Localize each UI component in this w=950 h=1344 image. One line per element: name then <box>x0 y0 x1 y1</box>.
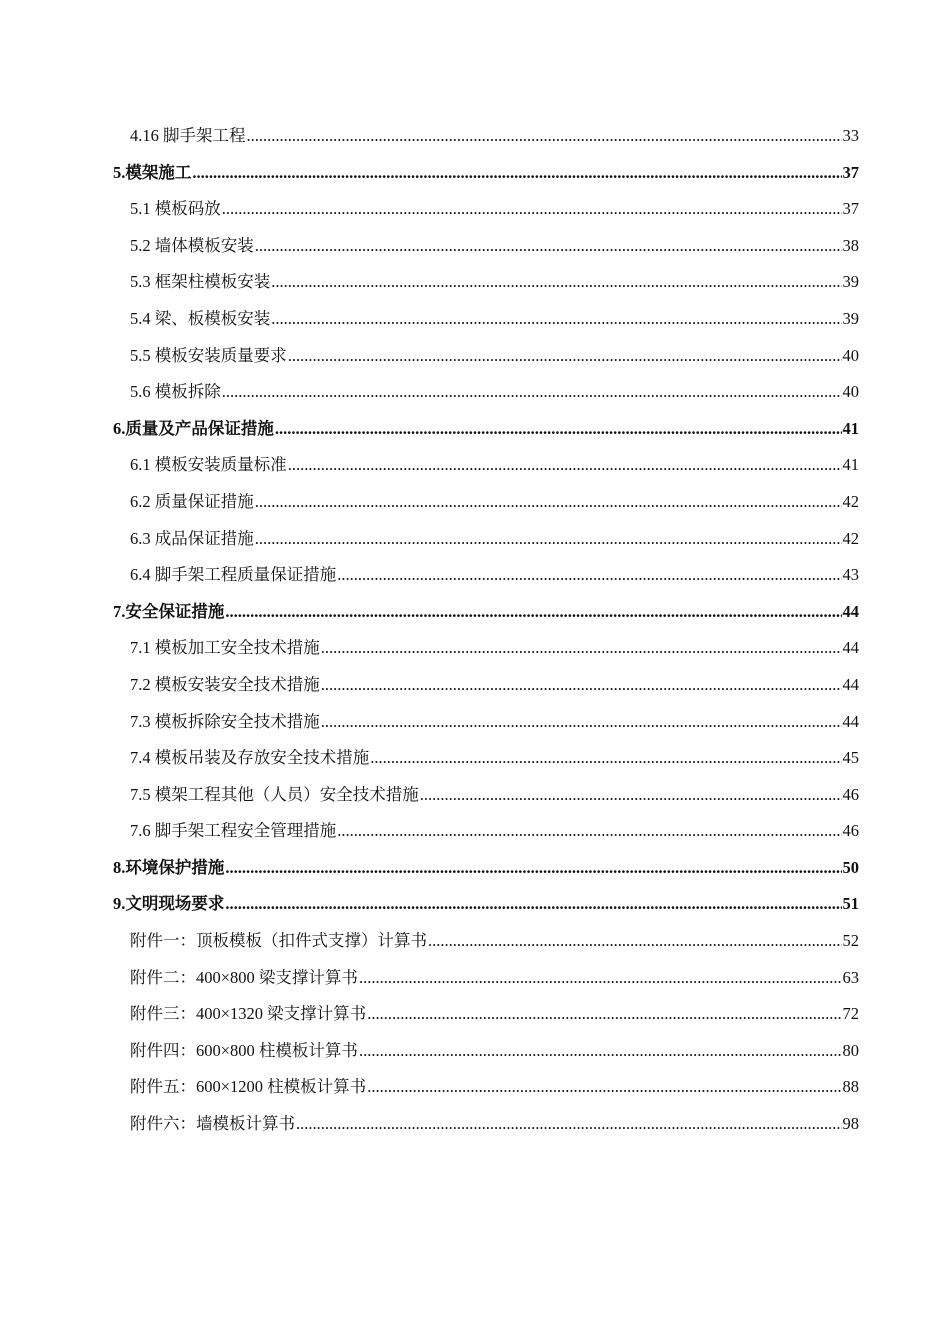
toc-page-number: 41 <box>842 455 859 475</box>
toc-page-number: 37 <box>842 199 859 219</box>
toc-page-number: 44 <box>842 711 859 731</box>
toc-dot-leader <box>367 996 841 1033</box>
toc-section-entry[interactable] <box>113 301 859 338</box>
toc-chapter-entry[interactable] <box>113 594 859 631</box>
toc-dot-leader <box>222 374 842 411</box>
toc-page-number: 44 <box>842 638 859 658</box>
toc-entry-title: 5.4 梁、板模板安装 <box>130 308 271 328</box>
toc-entry-title: 6.1 模板安装质量标准 <box>130 455 287 475</box>
toc-dot-leader <box>225 886 841 923</box>
toc-entry-title: 5.6 模板拆除 <box>130 382 221 402</box>
toc-entry-title: 7.3 模板拆除安全技术措施 <box>130 711 320 731</box>
toc-page-number: 37 <box>842 162 859 182</box>
toc-page-number: 51 <box>842 894 859 914</box>
toc-page-number: 40 <box>842 345 859 365</box>
toc-entry-title: 5.1 模板码放 <box>130 199 221 219</box>
toc-section-entry[interactable] <box>113 960 859 997</box>
toc-page-number: 88 <box>842 1077 859 1097</box>
toc-dot-leader <box>296 1106 842 1143</box>
toc-chapter-entry[interactable] <box>113 155 859 192</box>
toc-page-number: 98 <box>842 1114 859 1134</box>
toc-dot-leader <box>288 447 842 484</box>
toc-dot-leader <box>321 704 842 741</box>
toc-dot-leader <box>428 923 842 960</box>
toc-chapter-entry[interactable] <box>113 411 859 448</box>
toc-chapter-entry[interactable] <box>113 850 859 887</box>
toc-section-entry[interactable] <box>113 1106 859 1143</box>
toc-page-number: 40 <box>842 382 859 402</box>
toc-section-entry[interactable] <box>113 996 859 1033</box>
toc-page-number: 50 <box>842 857 859 877</box>
toc-page-number: 33 <box>842 126 859 145</box>
toc-dot-leader <box>367 1069 841 1106</box>
toc-entry-title: 6.质量及产品保证措施 <box>113 418 274 438</box>
toc-section-entry[interactable] <box>113 447 859 484</box>
toc-page-number: 72 <box>842 1004 859 1024</box>
toc-page-number: 42 <box>842 528 859 548</box>
toc-dot-leader <box>255 521 842 558</box>
toc-section-entry[interactable] <box>113 264 859 301</box>
toc-section-entry[interactable] <box>113 1033 859 1070</box>
toc-entry-title: 9.文明现场要求 <box>113 894 225 914</box>
toc-dot-leader <box>321 667 842 704</box>
toc-section-entry[interactable] <box>113 630 859 667</box>
toc-dot-leader <box>337 813 841 850</box>
toc-page-number: 42 <box>842 491 859 511</box>
toc-entry-title: 附件六：墙模板计算书 <box>130 1114 295 1134</box>
toc-page-number: 38 <box>842 235 859 255</box>
toc-page-number: 39 <box>842 272 859 292</box>
toc-chapter-entry[interactable] <box>113 886 859 923</box>
toc-entry-title: 5.3 框架柱模板安装 <box>130 272 271 292</box>
toc-section-entry[interactable] <box>113 557 859 594</box>
table-of-contents <box>113 118 859 1143</box>
toc-dot-leader <box>370 740 841 777</box>
toc-section-entry[interactable] <box>113 777 859 814</box>
toc-section-entry[interactable] <box>113 484 859 521</box>
toc-dot-leader <box>247 118 842 155</box>
toc-dot-leader <box>255 228 842 265</box>
toc-page-number: 45 <box>842 748 859 768</box>
toc-section-entry[interactable] <box>113 228 859 265</box>
toc-section-entry[interactable] <box>113 191 859 228</box>
toc-section-entry[interactable] <box>113 704 859 741</box>
toc-entry-title: 附件三：400×1320 梁支撑计算书 <box>130 1004 367 1024</box>
toc-section-entry[interactable] <box>113 118 859 155</box>
toc-section-entry[interactable] <box>113 667 859 704</box>
toc-entry-title: 6.2 质量保证措施 <box>130 491 254 511</box>
toc-page-number: 63 <box>842 967 859 987</box>
toc-dot-leader <box>225 594 841 631</box>
toc-page-number: 44 <box>842 674 859 694</box>
toc-dot-leader <box>271 264 841 301</box>
toc-entry-title: 7.5 模架工程其他（人员）安全技术措施 <box>130 784 419 804</box>
toc-page-number: 46 <box>842 821 859 841</box>
toc-dot-leader <box>420 777 842 814</box>
toc-entry-title: 6.4 脚手架工程质量保证措施 <box>130 565 337 585</box>
toc-dot-leader <box>271 301 841 338</box>
toc-entry-title: 8.环境保护措施 <box>113 857 225 877</box>
toc-dot-leader <box>359 960 842 997</box>
toc-entry-title: 6.3 成品保证措施 <box>130 528 254 548</box>
toc-dot-leader <box>275 411 842 448</box>
toc-dot-leader <box>192 155 841 192</box>
toc-entry-title: 4.16 脚手架工程 <box>130 126 246 145</box>
toc-entry-title: 7.2 模板安装安全技术措施 <box>130 674 320 694</box>
toc-dot-leader <box>359 1033 842 1070</box>
toc-entry-title: 7.6 脚手架工程安全管理措施 <box>130 821 337 841</box>
toc-entry-title: 7.1 模板加工安全技术措施 <box>130 638 320 658</box>
toc-page-number: 80 <box>842 1040 859 1060</box>
toc-dot-leader <box>222 191 842 228</box>
toc-dot-leader <box>225 850 841 887</box>
toc-section-entry[interactable] <box>113 813 859 850</box>
toc-entry-title: 5.模架施工 <box>113 162 192 182</box>
toc-page-number: 41 <box>842 418 859 438</box>
toc-dot-leader <box>288 338 842 375</box>
toc-dot-leader <box>337 557 841 594</box>
toc-section-entry[interactable] <box>113 374 859 411</box>
toc-entry-title: 附件一：顶板模板（扣件式支撑）计算书 <box>130 931 427 951</box>
toc-entry-title: 附件二：400×800 梁支撑计算书 <box>130 967 358 987</box>
toc-section-entry[interactable] <box>113 1069 859 1106</box>
toc-page-number: 39 <box>842 308 859 328</box>
toc-entry-title: 附件四：600×800 柱模板计算书 <box>130 1040 358 1060</box>
toc-page-number: 52 <box>842 931 859 951</box>
toc-entry-title: 5.2 墙体模板安装 <box>130 235 254 255</box>
toc-section-entry[interactable] <box>113 338 859 375</box>
toc-dot-leader <box>255 484 842 521</box>
toc-dot-leader <box>321 630 842 667</box>
toc-page-number: 44 <box>842 601 859 621</box>
toc-entry-title: 7.4 模板吊装及存放安全技术措施 <box>130 748 370 768</box>
toc-entry-title: 5.5 模板安装质量要求 <box>130 345 287 365</box>
toc-section-entry[interactable] <box>113 740 859 777</box>
toc-section-entry[interactable] <box>113 923 859 960</box>
toc-page-number: 43 <box>842 565 859 585</box>
toc-page-number: 46 <box>842 784 859 804</box>
toc-entry-title: 附件五：600×1200 柱模板计算书 <box>130 1077 367 1097</box>
toc-section-entry[interactable] <box>113 521 859 558</box>
toc-entry-title: 7.安全保证措施 <box>113 601 225 621</box>
